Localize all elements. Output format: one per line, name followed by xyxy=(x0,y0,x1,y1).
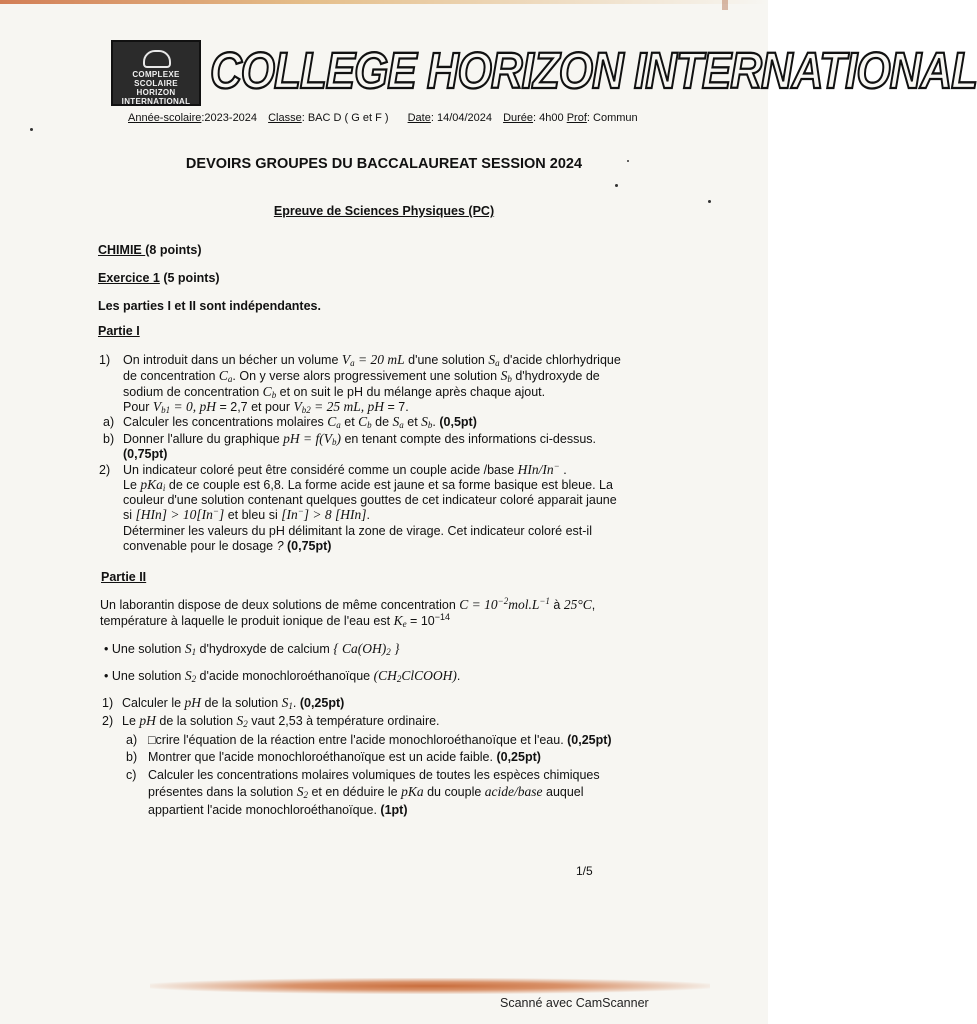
text: Donner l'allure du graphique xyxy=(123,432,284,446)
text: Un laborantin dispose de deux solutions de même concentration xyxy=(100,598,460,612)
text: et on suit le pH du mélange après chaque ajout. xyxy=(276,385,546,399)
scan-edge-smear xyxy=(0,0,768,4)
text: Une solution xyxy=(111,642,185,656)
item-number: 2) xyxy=(102,714,114,728)
text: de concentration xyxy=(123,369,219,383)
chimie-points: (8 points) xyxy=(145,243,202,257)
intro-text: Les parties I et II sont indépendantes. xyxy=(98,299,321,313)
partie-2-heading: Partie II xyxy=(101,570,147,584)
text: Pour xyxy=(123,400,153,414)
logo-emblem-icon xyxy=(143,50,171,68)
text: Un indicateur coloré peut être considéré comme un couple acide /base xyxy=(123,463,518,477)
text: vaut 2,53 à température ordinaire. xyxy=(247,714,440,728)
text: et bleu si xyxy=(224,508,282,522)
p2-solution-1: • Une solution $S_1$ d'hydroxyde de calcium { $Ca(OH)_2$ } xyxy=(104,641,400,657)
text: de xyxy=(371,415,393,429)
exercice-points: (5 points) xyxy=(159,271,220,285)
text: température à laquelle le produit ionique de l'eau est xyxy=(100,614,394,628)
text: si xyxy=(123,508,136,522)
bullet-icon: • xyxy=(104,669,112,683)
text: de la solution xyxy=(155,714,237,728)
text: appartient l'acide monochloroéthanoïque. xyxy=(148,803,381,817)
prof-label: Prof xyxy=(566,112,587,124)
p1-q2-line3: couleur d'une solution contenant quelques gouttes de cet indicateur coloré apparait jaune xyxy=(123,493,617,507)
prof-value: : Commun xyxy=(586,112,638,124)
p2-solution-2: • Une solution $S_2$ d'acide monochloroéthanoïque $(CH_2ClCOOH)$. xyxy=(104,668,461,684)
text: sodium de concentration xyxy=(123,385,263,399)
p2-q2c-line2: présentes dans la solution $S_2$ et en déduire le pKa du couple acide/base auquel xyxy=(148,784,584,800)
duree-label: Durée xyxy=(503,112,534,124)
scan-bottom-smear xyxy=(150,978,710,994)
p1-q1-line4: Pour $V_{b1} = 0$, pH = 2,7 et pour $V_{b2} = 25$ mL, pH = 7. xyxy=(123,399,409,415)
text: d'acide chlorhydrique xyxy=(499,353,621,367)
text: d'acide monochloroéthanoïque xyxy=(196,669,374,683)
school-logo xyxy=(111,40,201,106)
date-value: : 14/04/2024 xyxy=(430,112,493,124)
annee-label: Année-scolaire xyxy=(128,112,202,124)
text: Le xyxy=(122,714,140,728)
text: du couple xyxy=(423,785,485,799)
p1-q2-line5: Déterminer les valeurs du pH délimitant la zone de virage. Cet indicateur coloré est-il xyxy=(123,524,592,538)
p1-q2-line4: si [HIn] > 10[In−] et bleu si [In−] > 8 [HIn]. xyxy=(123,506,371,522)
text: auquel xyxy=(542,785,584,799)
p1-q2-line2: Le pKa$_i$ de ce couple est 6,8. La forme acide est jaune et sa forme basique est bleue. La xyxy=(123,477,613,493)
text: en tenant compte des informations ci-dessus. xyxy=(341,432,596,446)
text: □crire l'équation de la réaction entre l'acide monochloroéthanoïque et l'eau. xyxy=(148,733,568,747)
text: Une solution xyxy=(111,669,185,683)
text: d'hydroxyde de xyxy=(511,369,600,383)
classe-label: Classe xyxy=(268,112,302,124)
item-number: 1) xyxy=(102,696,114,710)
text: et xyxy=(403,415,422,429)
scan-edge-mark xyxy=(722,0,728,10)
text: On introduit dans un bécher un volume xyxy=(123,353,342,367)
points: (1pt) xyxy=(380,803,408,817)
scanner-watermark: Scanné avec CamScanner xyxy=(500,996,649,1010)
p2-q2b xyxy=(126,749,541,765)
p2-q2a xyxy=(126,732,612,748)
text: . On y verse alors progressivement une solution xyxy=(232,369,501,383)
p1-q1a: a) Calculer les concentrations molaires $C_a$ et $C_b$ de $S_a$ et $S_b$. (0,5pt) xyxy=(103,414,477,430)
subject-title: Epreuve de Sciences Physiques (PC) xyxy=(273,204,495,218)
bullet-icon: • xyxy=(104,642,112,656)
text: et en déduire le xyxy=(307,785,402,799)
text: Calculer les concentrations molaires xyxy=(123,415,328,429)
p1-q1-line3: sodium de concentration $C_b$ et on suit le pH du mélange après chaque ajout. xyxy=(123,384,546,400)
p1-q1-line1: 1) On introduit dans un bécher un volume $V_a = 20$ mL d'une solution $S_a$ d'acide chlorhydrique xyxy=(99,352,621,368)
p2-q2: 2) Le pH de la solution $S_2$ vaut 2,53 à température ordinaire. xyxy=(102,713,440,729)
text: Calculer le xyxy=(122,696,185,710)
p2-intro-line1: Un laborantin dispose de deux solutions de même concentration $C = 10^{-2}mol.L^{-1}$ à 25°C, xyxy=(100,596,596,612)
p1-q2-line6 xyxy=(123,538,331,554)
points: (0,75pt) xyxy=(283,539,332,553)
duree-value: : 4h00 xyxy=(533,112,564,124)
text: ? xyxy=(276,539,284,553)
text: présentes dans la solution xyxy=(148,785,297,799)
text: . xyxy=(292,696,300,710)
text: de la solution xyxy=(201,696,282,710)
partie-1-heading: Partie I xyxy=(98,324,140,338)
text: de ce couple est 6,8. La forme acide est jaune et sa forme basique est bleue. La xyxy=(165,478,613,492)
page-number: 1/5 xyxy=(576,864,593,878)
item-letter: b) xyxy=(126,750,138,764)
points: (0,25pt) xyxy=(299,696,345,710)
p1-q1-line2: de concentration $C_a$. On y verse alors progressivement une solution $S_b$ d'hydroxyde de xyxy=(123,368,600,384)
text: et xyxy=(340,415,359,429)
item-letter: a) xyxy=(103,415,115,429)
item-letter: a) xyxy=(126,733,138,747)
exam-info-line xyxy=(128,112,748,124)
points: (0,25pt) xyxy=(496,750,541,764)
text: d'une solution xyxy=(404,353,489,367)
date-label: Date xyxy=(407,112,431,124)
item-letter: c) xyxy=(126,768,137,782)
text: . xyxy=(559,463,567,477)
logo-text: COMPLEXE SCOLAIRE HORIZON INTERNATIONAL xyxy=(121,70,191,106)
exam-title: DEVOIRS GROUPES DU BACCALAUREAT SESSION 2024 xyxy=(185,156,583,172)
exercice-label: Exercice 1 xyxy=(98,271,160,285)
text: Le xyxy=(123,478,141,492)
item-letter: b) xyxy=(103,432,115,446)
exercice-heading xyxy=(98,270,220,286)
text: d'hydroxyde de calcium xyxy=(196,642,334,656)
points: (0,25pt) xyxy=(567,733,612,747)
p1-q2-line1: 2) Un indicateur coloré peut être considéré comme un couple acide /base HIn/In− . xyxy=(99,461,567,477)
p2-q1: 1) Calculer le pH de la solution $S_1$. (0,25pt) xyxy=(102,695,345,711)
school-name: COLLEGE HORIZON INTERNATIONAL xyxy=(210,43,977,100)
p2-q2c-line1 xyxy=(126,767,600,783)
text: et pour xyxy=(247,400,294,414)
scan-speck xyxy=(30,128,33,131)
p1-q1b: b) Donner l'allure du graphique pH = $f(V_b)$ en tenant compte des informations ci-dessus. xyxy=(103,431,596,447)
text: Calculer les concentrations molaires volumiques de toutes les espèces chimiques xyxy=(148,768,600,782)
scan-speck xyxy=(615,184,618,187)
text: Montrer que l'acide monochloroéthanoïque est un acide faible. xyxy=(148,750,497,764)
text: . xyxy=(456,669,461,683)
text: convenable pour le dosage xyxy=(123,539,277,553)
scan-speck xyxy=(708,200,711,203)
p1-q1b-points: (0,75pt) xyxy=(123,447,168,461)
p2-intro-line2: température à laquelle le produit ionique de l'eau est $K_e = 10^{-14}$ xyxy=(100,612,451,629)
chimie-heading xyxy=(98,242,201,258)
item-number: 2) xyxy=(99,463,111,477)
chimie-label: CHIMIE xyxy=(98,243,146,257)
text: à xyxy=(549,598,564,612)
classe-value: : BAC D ( G et F ) xyxy=(301,112,389,124)
p2-q2c-line3 xyxy=(148,802,408,818)
annee-value: :2023-2024 xyxy=(201,112,258,124)
points: (0,5pt) xyxy=(439,415,477,429)
item-number: 1) xyxy=(99,353,111,367)
